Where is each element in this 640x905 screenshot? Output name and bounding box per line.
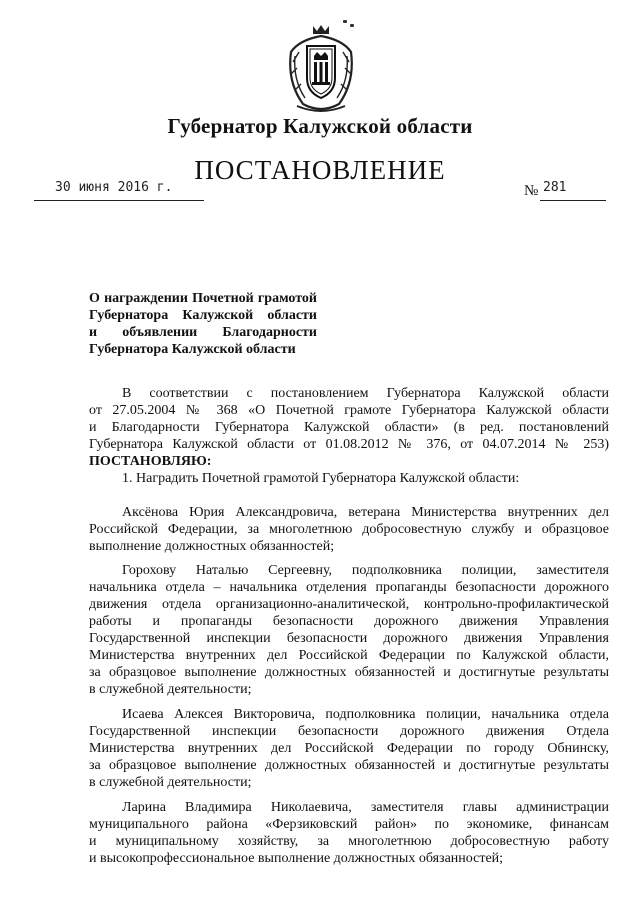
awardee-paragraph [89,706,609,791]
awardee-line: работы и пропаганды безопасности дорожного движения Управления [89,614,609,629]
awardee-line: и высокопрофессиональное выполнение должностных обязанностей; [89,851,504,866]
item-1-text: 1. Наградить Почетной грамотой Губернатора Калужской области: [122,471,520,486]
awardee-line: Министерства внутренних дел Российской Федерации по городу Обнинску, [89,741,609,756]
awardee-line: Российской Федерации, за многолетнюю добросовестную службу и образцовое [89,522,609,537]
document-date: 30 июня 2016 г. [55,180,173,195]
awardee-line: и муниципальному хозяйству, за многолетнюю добросовестную работу [89,834,609,849]
awardee-paragraph [89,562,609,698]
date-underline [34,200,204,201]
subject-line: Губернатора Калужской области [89,308,317,323]
awardee-line: в служебной деятельности; [89,775,252,790]
preamble-paragraph [89,385,609,453]
awardee-line: за образцовое выполнение должностных обязанностей и достигнутые результаты [89,758,609,773]
awardee-line: Исаева Алексея Викторовича, подполковника полиции, начальника отдела [122,707,609,722]
awardee-line: движения отдела организационно-аналитической, контрольно-профилактической [89,597,609,612]
scan-speck [343,20,347,23]
awardee-line: Государственной инспекции безопасности дорожного движения Отдела [89,724,609,739]
awardee-line: в служебной деятельности; [89,682,252,697]
preamble-line: и Благодарности Губернатора Калужской области» (в ред. постановлений [89,420,609,435]
awardee-line: муниципального района «Ферзиковский район» по экономике, финансам [89,817,609,832]
subject-line: О награждении Почетной грамотой [89,291,317,306]
awardee-line: начальника отдела – начальника отделения пропаганды безопасности дорожного [89,580,609,595]
awardee-line: выполнение должностных обязанностей; [89,539,335,554]
awardee-line: Ларина Владимира Николаевича, заместителя главы администрации [122,800,609,815]
organization-title: Губернатор Калужской области [167,114,473,138]
number-underline [540,200,606,201]
document-subject [89,290,317,358]
preamble-line: от 27.05.2004 № 368 «О Почетной грамоте Губернатора Калужской области [89,403,609,418]
coat-of-arms-icon [283,22,359,114]
awardee-paragraph [89,504,609,555]
awardee-paragraph [89,799,609,867]
preamble-line: В соответствии с постановлением Губернатора Калужской области [122,386,609,401]
document-type-heading: ПОСТАНОВЛЕНИЕ [194,155,446,185]
scan-speck [350,24,354,27]
preamble-line: Губернатора Калужской области от 01.08.2012 № 376, от 04.07.2014 № 253) [89,437,609,452]
awardee-line: Горохову Наталью Сергеевну, подполковника полиции, заместителя [122,563,609,578]
document-number: 281 [543,180,567,195]
awardee-line: Государственной инспекции безопасности дорожного движения Управления [89,631,609,646]
subject-line: Губернатора Калужской области [89,342,296,357]
awardee-line: Министерства внутренних дел Российской Федерации по Калужской области, [89,648,609,663]
awardee-line: Аксёнова Юрия Александровича, ветерана Министерства внутренних дел [122,505,609,520]
awardee-line: за образцовое выполнение должностных обязанностей и достигнутые результаты [89,665,609,680]
number-label: № [524,183,539,199]
subject-line: и объявлении Благодарности [89,325,317,340]
decree-word: ПОСТАНОВЛЯЮ: [89,454,212,469]
